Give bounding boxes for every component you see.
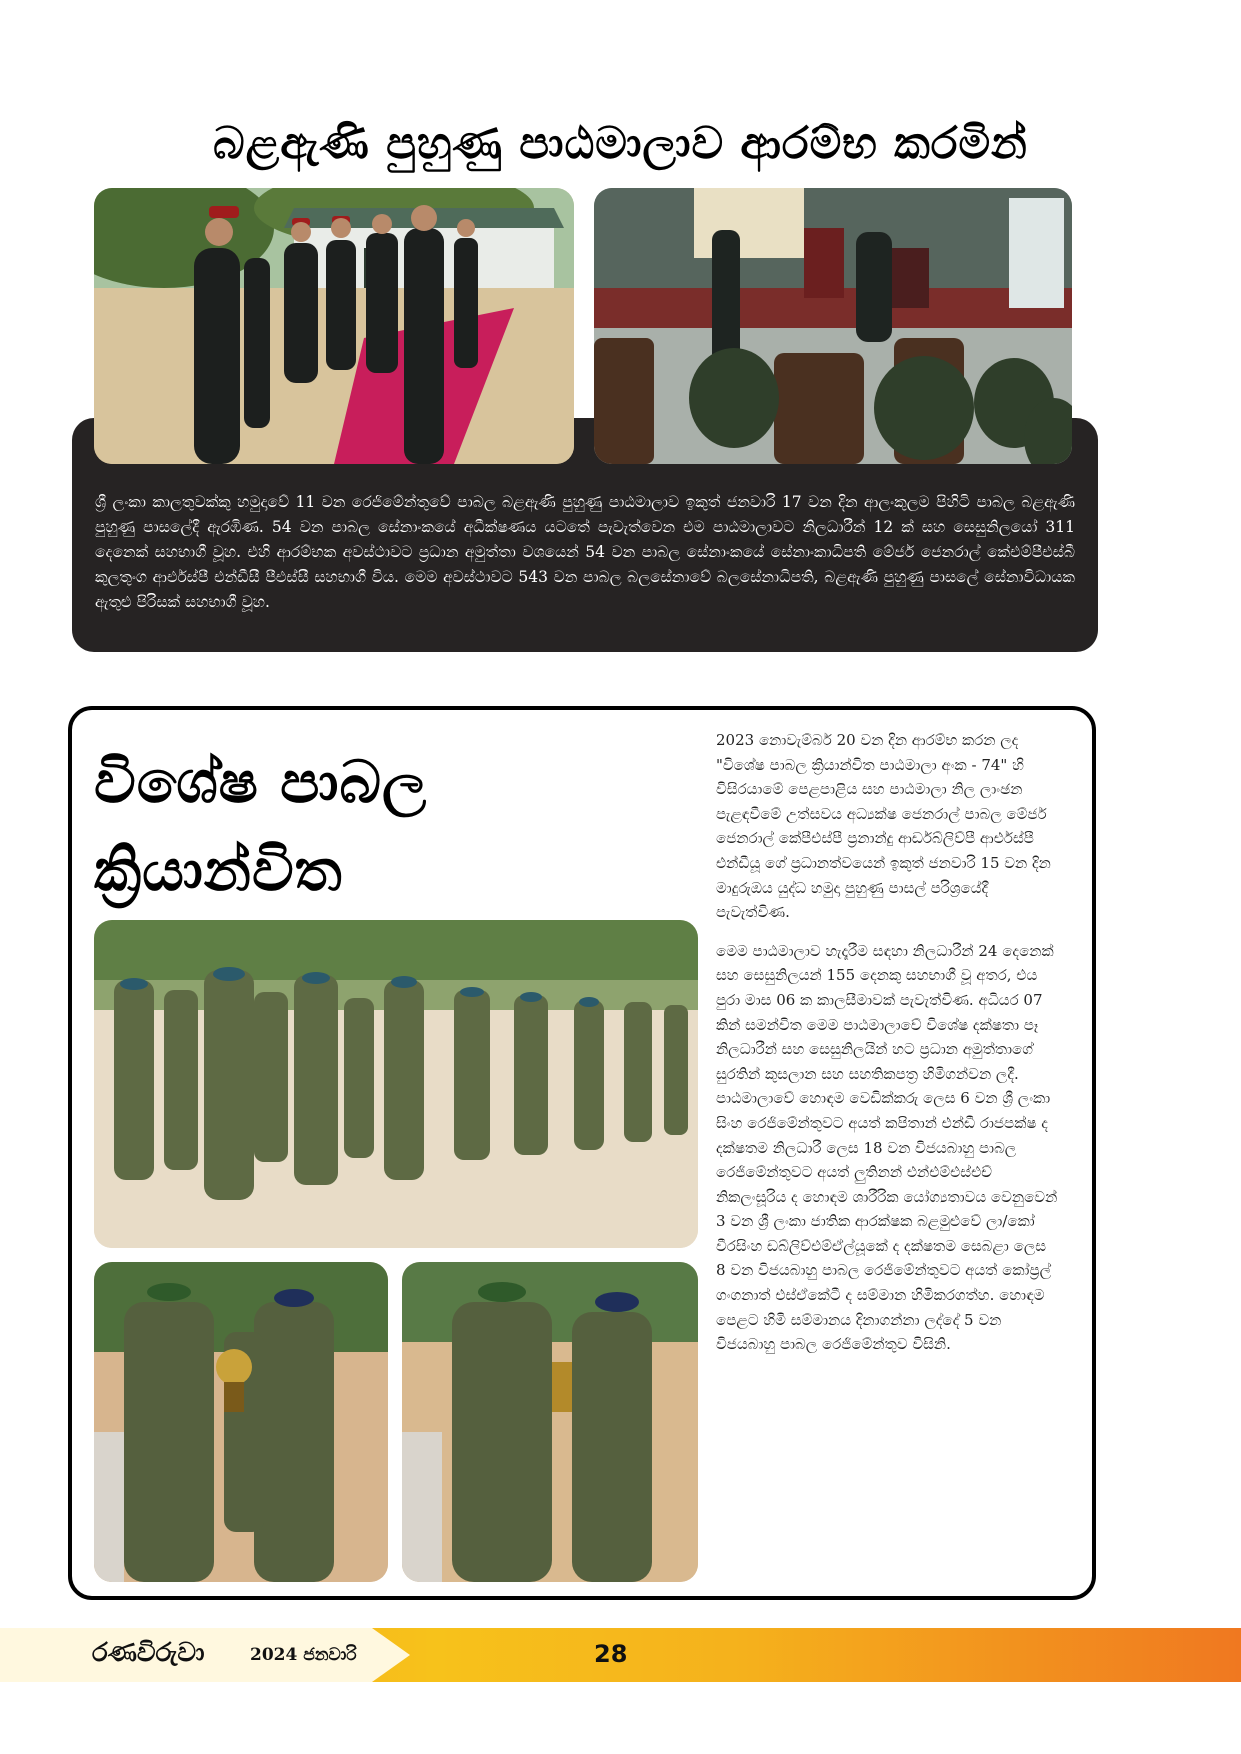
issue-date: 2024 ජනවාරි [250,1645,357,1665]
parade-formation-photo [94,920,698,1248]
award-presentation-photo-1 [94,1262,388,1582]
officers-inspection-photo [94,188,574,464]
article1-title: බළඇණි පුහුණු පාඨමාලාව ආරම්භ කරමින් [213,118,1028,169]
article1-caption: ශ්‍රී ලංකා කාලතුවක්කු හමුදාවේ 11 වන රෙජිමේන්තුවේ පාබල බළඇණි පුහුණු පාඨමාලාව ඉකුත් ජනවාරි 17 වන දින ආලංකුලම පිහිටි පාබල බළඇණි පුහුණු පාසලේදී ඇරඹිණ. 54 වන පාබල සේනාංකයේ අධීක්ෂණය යටතේ පැවැත්වෙන එම පාඨමාලාවට නිලධාරීන් 12 ක් සහ සෙසුනිලයෝ 311 දෙනෙක් සහභාගී වූහ. එහි ආරම්භක අවස්ථාවට ප්‍රධාන අමුත්තා වශයෙන් 54 වන පාබල සේනාංකයේ සේනාංකාධිපති මේජර් ජෙනරාල් කේඑම්පීඑස්බී කුලතුංග ආර්එස්පී එන්ඩීසී පීඑස්සී සහභාගී විය. මෙම අවස්ථාවට 543 වන පාබල බලසේනාවේ බලසේනාධිපති, බළඇණි පුහුණු පාසලේ සේනාවිධායක ඇතුළු පිරිසක් සහභාගී වූහ. [95,493,1075,611]
article2-paragraph2: මෙම පාඨමාලාව හැදෑරීම සඳහා නිලධාරීන් 24 දෙනෙක් සහ සෙසුනිලයන් 155 දෙනකු සහභාගී වූ අතර, එය පුරා මාස 06 ක කාලසීමාවක් පැවැත්විණ. අධියර 07 කින් සමන්විත මෙම පාඨමාලාවේ විශේෂ දක්ෂතා පෑ නිලධාරීන් සහ සෙසුනිලයින් හට ප්‍රධාන අමුත්තාගේ සුරතින් කුසලාන සහ සහතිකපත්‍ර හිමිගන්වන ලදී. පාඨමාලාවේ හොඳම වෙඩික්කරු ලෙස 6 වන ශ්‍රී ලංකා සිංහ රෙජිමේන්තුවට අයත් කපිතාන් එන්ඩී රාජපක්ෂ ද දක්ෂතම නිලධාරී ලෙස 18 වන විජයබාහු පාබල රෙජිමේන්තුවට අයත් ලුතිනන් එන්එම්එස්එච් නිකලංසූරිය ද හොඳම ශාරීරික යෝග්‍යතාවය වෙනුවෙන් 3 වන ශ්‍රී ලංකා ජාතික ආරක්ෂක බළමුළුවේ ලා/කෝ වීරසිංහ ඩබ්ලිව්එම්ඒල්යූකේ ද දක්ෂතම සෙබළා ලෙස 8 වන විජයබාහු පාබල රෙජිමේන්තුවට අයත් කෝප්‍රල් ගංගනාත් එස්ඒකේටී ද සම්මාන හිමිකරගත්හ. හොඳම පෙළට හිමි සම්මානය දිනාගන්නා ලද්දේ 5 වන විජයබාහු පාබල රෙජිමේන්තුව විසිනි. [716,941,1058,1354]
page-number: 28 [594,1640,628,1668]
lecture-hall-photo [594,188,1072,464]
article2-body [716,728,1060,1371]
article2-title-line1: විශේෂ පාබල ක්‍රියාන්විත [94,748,428,904]
magazine-name: රණවිරුවා [92,1638,205,1668]
article2-paragraph1: 2023 නොවැම්බර් 20 වන දින ආරම්භ කරන ලද "විශේෂ පාබල ක්‍රියාන්විත පාඨමාලා අංක - 74" හි විසිරයාමේ පෙළපාළිය සහ පාඨමාලා නිල ලාංඡන පැළඳවීමේ උත්සවය අධ්‍යක්ෂ ජෙනරාල් පාබල මේජර් ජෙනරාල් කේපීඑස්පී ප්‍රනාන්දු ආර්ඩබ්ලිව්පී ආර්එස්පී එන්ඩීයූ ගේ ප්‍රධානත්වයෙන් ඉකුත් ජනවාරි 15 වන දින මාදුරුඔය යුද්ධ හමුදා පුහුණු පාසල් පරිශ්‍රයේදී පැවැත්විණ. [716,731,1051,922]
award-presentation-photo-2 [402,1262,698,1582]
